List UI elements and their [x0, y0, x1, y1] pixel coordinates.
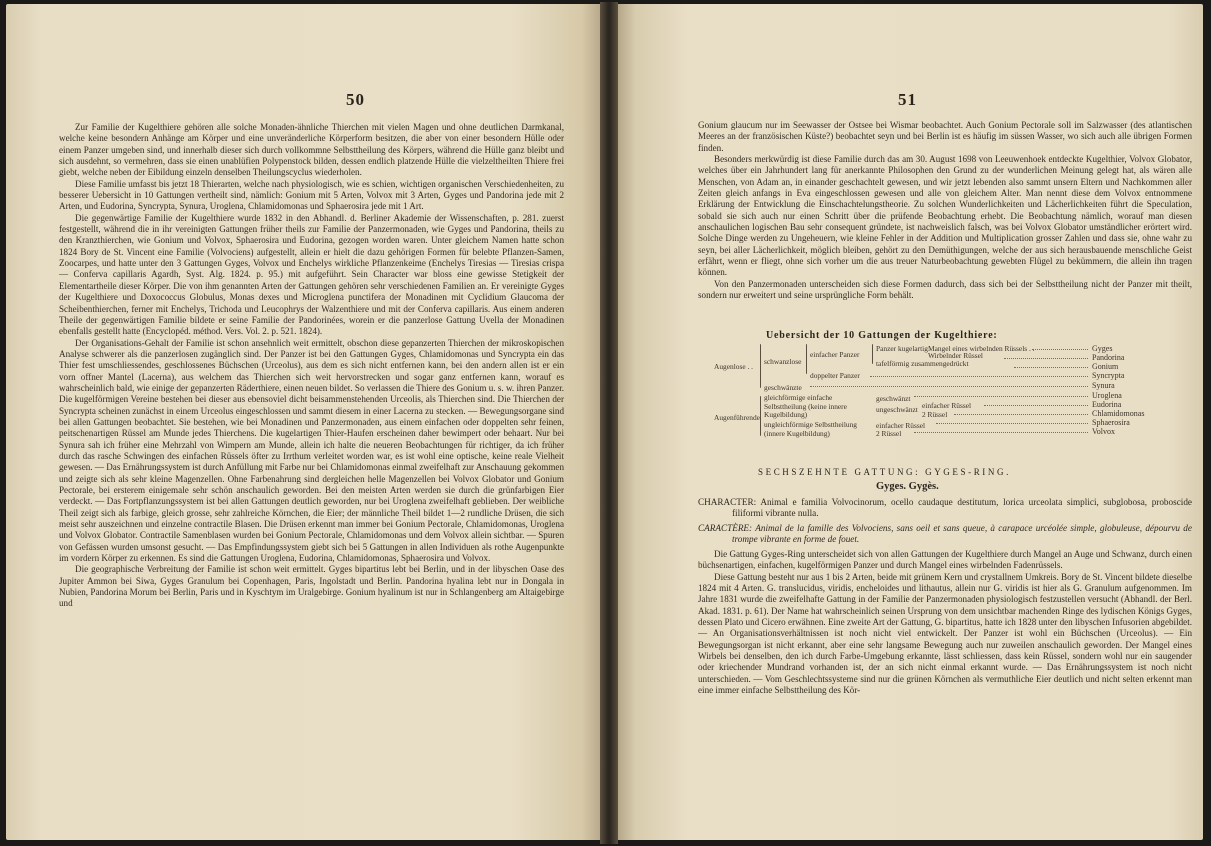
leader-dots [954, 409, 1088, 415]
character-french [698, 523, 1192, 546]
caractere-label: CARACTÈRE: [698, 522, 753, 533]
brace [760, 396, 761, 436]
character-block [698, 497, 1192, 549]
leader-dots [1014, 362, 1088, 368]
paragraph: Die Gattung Gyges-Ring unterscheidet sich von allen Gattungen der Kugelthiere durch Mangel an Auge und Schwanz, durch einen büchsenartigen, einfachen, kugelförmigen Panzer und durch Mangel eines wirbelnden Fadenrüssels. [698, 549, 1192, 571]
page-number-left: 50 [346, 90, 365, 109]
genera-overview-table [714, 344, 1184, 436]
paragraph: Besonders merkwürdig ist diese Familie durch das am 30. August 1698 von Leeuwenhoek entdeckte Kugelthier, Volvox Globator, welches über ein Jahrhundert lang für anerkannte Philosophen den Grund zu der wunderlichen Meinung gelegt hat, als wären alle Menschen, von Adam an, in einander geschachtelt gewesen, und wir jetzt lebenden also sammt unsern Eltern und Nachkommen aller Zeiten gleich anfangs in Eva eingeschlossen gewesen und alle von gleichem Alter. Man nennt diese dem Volvox entnommene Erklärung der Entwicklung die Einschachtelungstheorie. Zu solchen Wunderlichkeiten und Lächerlichkeiten führt die Speculation, sobald sie sich auch nur einen Schritt über die prüfende Beobachtung erhebt. Die Beobachtung nämlich, worauf man diesen anschaulichen logischen Bau sehr consequent gründete, ist nachweislich falsch, was bei Volvox Globator umständlicher erörtert wird. Solche Dinge werden zu Ungeheuern, wie kleine Fehler in der Addition und Multiplication grosser Zahlen und dass sie, ohne wahr zu seyn, bei aller Lächerlichkeit, möglich bleiben, gehört zu den Demüthigungen, welche der aus sich herausbauende menschliche Geist erfährt, wenn er fliegt, ohne sich vorher um die aus treuer Naturbeobachtung gewebten Flügel zu bekümmern, die allein ihn tragen können. [698, 154, 1192, 278]
label-armour-shape: Panzer kugelartig [876, 344, 928, 353]
right-page [618, 4, 1203, 840]
genus-chlamidomonas: Chlamidomonas [1092, 409, 1145, 418]
label-tailless: schwanzlose [764, 357, 802, 366]
character-label: CHARACTER: [698, 497, 757, 507]
label-two-trunks-2: 2 Rüssel [876, 429, 902, 438]
label-eyed: Augenführende [714, 413, 760, 422]
paragraph: Die gegenwärtige Familie der Kugelthiere wurde 1832 in den Abhandl. d. Berliner Akademie der Wissenschaften, p. 281. zuerst festgestellt, während die in ihr vereinigten Gattungen früher theils zur Familie der Panzermonaden, wie Gyges und Pandorina, theils zu den Kranzthierchen, wie Gonium und Volvox, Sphaerosira und Eudorina, gezogen worden waren. Unter gleichem Namen hatte schon 1824 Bory de St. Vincent eine Familie (Volvociens) aufgestellt, allein er hielt die dazu gehörigen Formen für belebte Pflanzen-Samen, Zoocarpes, und hatte unter den 3 Gattungen Gyges, Volvox und Enchelys wirkliche Pflanzenkeime (Enchelys Tiresias — Tiresias crispa — Conferva capillaris Agardh, Syst. Alg. 1824. p. 95.) mit aufgeführt. Sein Character war bloss eine gewisse Stetigkeit der Elementartheile dieser Körper. Die von ihm genannten Arten der Gattungen gehören sehr verschiedenen Familien an. Er vereinigte Gyges der Kugelthiere und Doxococcus Globulus, Monas dexes und Microglena punctifera der Monadinen mit Cyclidium Glaucoma der Scheibenthierchen, ferner mit Enchelys, Trichoda und Leucophrys der Walzenthiere und mit der Conferva capillaris. Aus einem anderen Theile der gegenwärtigen Familie bildete er seine Familie der Pandorinées, worein er die panzerlose Gattung Uvella der Monadinen ebenfalls gestellt hatte (Encyclopéd. méthod. Vers. Vol. 2. p. 521. 1824). [59, 212, 564, 337]
overview-title: Uebersicht der 10 Gattungen der Kugelthiere: [766, 330, 998, 341]
brace [872, 344, 873, 364]
label-tailed: geschwänzte [764, 383, 802, 392]
leader-dots [1004, 353, 1088, 359]
paragraph: Von den Panzermonaden unterscheiden sich diese Formen dadurch, dass sich bei der Selbsttheilung nicht der Panzer mit theilt, sondern nur erweitert und seine ursprüngliche Form behält. [698, 278, 1192, 301]
label-tailless-2: ungeschwänzt [876, 405, 918, 414]
page-number-right: 51 [898, 90, 917, 109]
paragraph: Gonium glaucum nur im Seewasser der Ostsee bei Wismar beobachtet. Auch Gonium Pectorale soll im Salzwasser (des atlantischen Meeres an der französischen Küste?) beobachtet seyn und bei Berlin ist es häufig im süssen Wasser, wo sich auch alle übrigen Formen finden. [698, 120, 1192, 153]
character-latin [698, 497, 1192, 520]
label-uneven-division: ungleichförmige Selbsttheilung (innere Kugelbildung) [764, 420, 857, 438]
label-single-armour: einfacher Panzer [810, 350, 860, 359]
left-page [6, 4, 600, 840]
label-even-division: gleichförmige einfache Selbsttheilung (keine innere Kugelbildung) [764, 393, 847, 419]
leader-dots [914, 427, 1088, 433]
book-gutter [600, 2, 618, 844]
genus-synura: Synura [1092, 381, 1115, 390]
paragraph: Zur Familie der Kugelthiere gehören alle solche Monaden-ähnliche Thierchen mit vielen Magen und ohne deutlichen Darmkanal, welche keine besondern Anhänge am Körper und eine unveränderliche Körperform besitzen, die aber von einer besondern Hülle oder einem Panzer umgeben sind, und innerhalb dieser sich durch vollkommne Selbsttheilung des Körpers, während die Hülle ganz bleibt und sich ausdehnt, so vermehren, dass sie einen unablüfien Polypenstock bilden, dessen endlich platzende Hülle die vielzeltheilten Thiere frei giebt, welche neben der Eibildung einzeln denselben Theilungscyclus wiederholen. [59, 122, 564, 178]
paragraph: Die geographische Verbreitung der Familie ist schon weit ermittelt. Gyges bipartitus lebt bei Berlin, und in der libyschen Oase des Jupiter Ammon bei Siwa, Gyges Granulum bei Copenhagen, Paris, Ingolstadt und Berlin. Pandorina hyalina lebt nur in Dongala in Nubien, Pandorina Morum bei Berlin, Paris und in Kyschtym im Uralgebirge. Gonium hyalinum ist nur in Schlangenberg am Altaigebirge und [59, 564, 564, 609]
brace [760, 344, 761, 388]
genus-sphaerosira: Sphaerosira [1092, 418, 1130, 427]
label-tail: geschwänzt [876, 394, 911, 403]
genus-eudorina: Eudorina [1092, 400, 1122, 409]
genus-subheading: Gyges. Gygès. [876, 481, 939, 492]
brace [806, 344, 807, 374]
leader-dots [810, 381, 1088, 387]
character-text: Animal e familia Volvocinorum, ocello caudaque destitutum, lorica urceolata simplici, subglobosa, proboscide filiformi vibrante nulla. [732, 497, 1192, 519]
paragraph: Der Organisations-Gehalt der Familie ist schon ansehnlich weit ermittelt, obschon diese gepanzerten Thierchen der mikroskopischen Analyse schwerer als die panzerlosen zugänglich sind. Der Panzer ist bei den Gattungen Gyges, Chlamidomonas und Syncrypta ein das Thier fest umschliessendes, geschlossenes Büchschen (Urceolus), aus dem es sich nicht entfernen kann, bei den andern allen ist er ein vorn offner Mantel (Lacerna), aus welchem das Thierchen sich weit hervorstrecken und sogar ganz entfernen kann, worauf es wahrscheinlich bald, wie einige der gepanzerten Räderthiere, einen neuen bildet. So verlassen die Thiere des Gonium u. s. w. ihren Panzer. Die kugelförmigen Vereine bestehen bei dieser aus ebensoviel dicht beisammenstehenden Urceolis, als Thierchen sind. Die Thierchen der Syncrypta scheinen zunächst in einem Urceolus eingeschlossen und sammt diesem in einer Lacerna zu stecken. — Bewegungsorgane sind bei allen Gattungen beobachtet. Sie bestehen, wie bei Monadinen und Panzermonaden, aus einem einfachen oder doppelten sehr feinen, peitschenartigen Rüssel am Munde jedes Thierchens. Die kugelartigen Thier-Haufen erscheinen daher bewimpert oder behaart. Nur bei Synura sah ich früher eine Mehrzahl von Wimpern am Munde, allein ich halte die neueren Beobachtungen für richtiger, da ich früher durch das rasche Schwingen des einfachen Rüssels öfter zu Irrthum verleitet worden war, es ist wohl eine optische, keine reale Vielheit gewesen. — Das Ernährungssystem ist durch Anfüllung mit Farbe nur bei Chlamidomonas einmal zweifelhaft zur Anschauung gekommen und zeigte sich als sehr kleine Magenzellen. Ohne Farbenahrung sind dergleichen helle Magenzellen bei Volvox Globator und Gonium Pectorale, bei ersterem einigemale sehr schön anschaulich geworden. Bei den meisten Arten werden sie durch die grünfarbigen Eier verdeckt. — Das Fortpflanzungssystem ist bei allen Gattungen deutlich geworden, nur bei Uroglena zweifelhaft geblieben. Der weibliche Theil zeigt sich als farbige, gleich grosse, sehr zahlreiche Körnchen, die Eier; der männliche Theil bildet 1—2 rundliche Drüsen, die sich meist sehr auszeichnen und einzelne contractile Blasen. Die Drüsen erkennt man immer bei Gonium Pectorale, Chlamidomonas, Uroglena und Volvox Globator. Contractile Samenblasen wurden bei Gonium Pectorale, Chlamidomonas und dem Volvox allein sichtbar. — Spuren von Gefässen wurden umsonst gesucht. — Das Empfindungssystem giebt sich bei 5 Gattungen in allen Individuen als rothe Augenpunkte im vordern Körper zu erkennen. Es sind die Gattungen Uroglena, Eudorina, Chlamidomonas, Sphaerosira und Volvox. [59, 337, 564, 564]
label-two-trunks: 2 Rüssel [922, 410, 948, 419]
caractere-text: Animal de la famille des Volvociens, sans oeil et sans queue, à carapace urcéolée simple, globuleuse, dépourvu de trompe vibrante en forme de fouet. [732, 522, 1192, 545]
label-whirl-trunk: Wirbelnder Rüssel [928, 351, 983, 360]
label-armour-table: tafelförmig zusammengedrückt [876, 359, 969, 368]
genus-volvox: Volvox [1092, 427, 1115, 436]
genus-syncrypta: Syncrypta [1092, 371, 1125, 380]
book-spread [6, 2, 1205, 844]
leader-dots [936, 418, 1088, 424]
paragraph: Diese Familie umfasst bis jetzt 18 Thierarten, welche nach physiologisch, wie es schien, wichtigen organischen Verschiedenheiten, zu besserer Uebersicht in 10 Gattungen vertheilt sind, nämlich: Gonium mit 5 Arten, Volvox mit 3 Arten, Gyges und Pandorina jede mit 2 Arten, und Eudorina, Syncrypta, Synura, Uroglena, Chlamidomonas und Sphaerosira jede mit 1 Art. [59, 178, 564, 212]
label-mouth-whip: Mangel eines wirbelnden Rüssels . . [928, 344, 1035, 353]
genus-gyges: Gyges [1092, 344, 1113, 353]
genus-gonium: Gonium [1092, 362, 1119, 371]
genus-pandorina: Pandorina [1092, 353, 1125, 362]
label-single-trunk-2: einfacher Rüssel [876, 421, 926, 430]
leader-dots [1032, 344, 1088, 350]
leader-dots [914, 391, 1088, 397]
leader-dots [870, 371, 1088, 377]
label-eyeless: Augenlose . . [714, 362, 753, 371]
leader-dots [984, 400, 1088, 406]
right-page-body-bottom [698, 549, 1192, 819]
left-page-body [59, 122, 564, 818]
paragraph: Diese Gattung besteht nur aus 1 bis 2 Arten, beide mit grünem Kern und crystallnem Umkreis. Bory de St. Vincent bildete dieselbe 1824 mit 4 Arten. G. translucidus, viridis, encheloides und lithautus, allein nur G. viridis ist hier als G. Granulum aufgenommen. Im Jahre 1831 wurde die zweifelhafte Gattung in der Familie der Panzermonaden physiologisch festzustellen versucht (Abhandl. der Berl. Akad. 1831. p. 61). Der Name hat wahrscheinlich seinen Ursprung von dem unsichtbar machenden Ringe des lydischen Königs Gyges, dessen Plato und Cicero erwähnen. Eine zweite Art der Gattung, G. bipartitus, hatte ich 1828 unter den libyschen Infusorien abgebildet. — An Organisationsverhältnissen ist noch nicht viel entwickelt. Der Panzer ist wohl ein Büchschen (Urceolus). — Ein Bewegungsorgan ist nicht erkannt, aber eine sehr langsame Bewegung auch nur zuweilen anschaulich geworden. Der Mangel eines Wirbels bei denselben, den ich durch Farbe-Umgebung erkannte, lässt schliessen, dass kein Rüssel, sondern wohl nur ein saugender oder kriechender Mundrand vorhanden ist, der an sich nicht einmal erkannt wurde. — Das Ernährungssystem ist noch nicht unterschieden. — Vom Geschlechtssysteme sind nur die grünen Körnchen als vermuthliche Eier deutlich und nicht selten erkennt man eine immer einfache Selbsttheilung des Kör- [698, 571, 1192, 696]
label-double-armour: doppelter Panzer [810, 371, 860, 380]
right-page-body-top [698, 120, 1192, 302]
genus-heading: SECHSZEHNTE GATTUNG: GYGES-RING. [758, 467, 1011, 477]
label-single-trunk: einfacher Rüssel [922, 401, 972, 410]
genus-uroglena: Uroglena [1092, 391, 1122, 400]
